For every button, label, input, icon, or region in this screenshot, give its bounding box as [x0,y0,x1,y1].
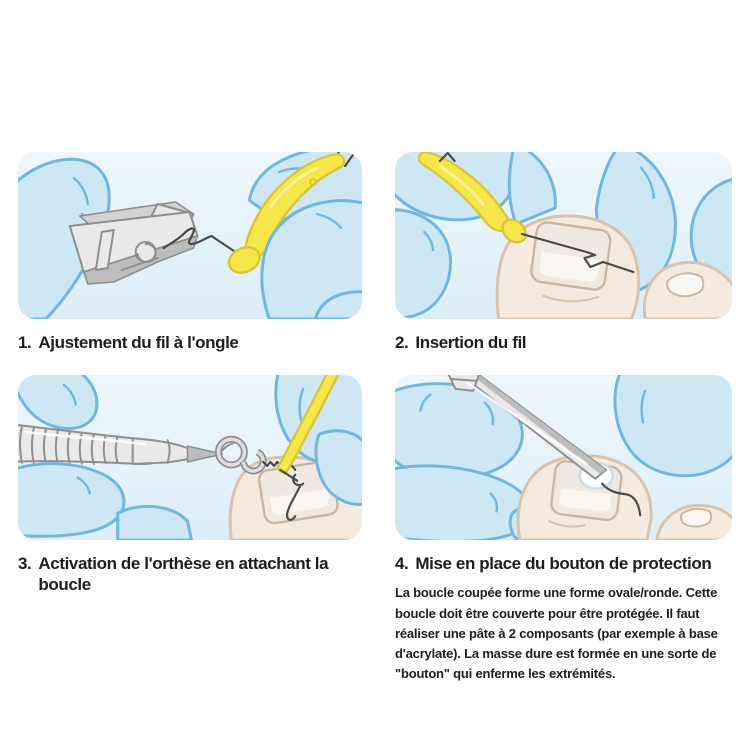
step-3-illustration [18,375,362,540]
step-2-number: 2. [395,333,409,352]
step-3-illustration-panel [18,375,362,540]
twisting-tool [18,424,222,464]
step-4-caption [395,553,732,574]
step-1-illustration-panel [18,152,362,319]
step-4-description: La boucle coupée forme une forme ovale/ronde. Cette boucle doit être couverte pour être protégée. Il faut réaliser une pâte à 2 composants (par exemple à base d'acrylate). La masse dure est formée en une sorte de "bouton" qui enferme les extrémités. [395,585,718,682]
step-4-illustration-panel [395,375,732,540]
step-2-caption [395,332,732,375]
step-1-number: 1. [18,333,32,352]
step-4-label: Mise en place du bouton de protection [415,554,712,573]
toenail [530,221,612,291]
glove-middle-finger [509,152,555,224]
step-3-caption [18,553,362,685]
step-1-caption [18,332,362,375]
second-toe [657,505,732,540]
glove-top-left-finger [18,375,97,429]
step-2-illustration-panel [395,152,732,319]
step-1-illustration [18,152,362,319]
step-3-number: 3. [18,554,32,573]
step-2-label: Insertion du fil [415,333,527,352]
nail-clipper [70,202,198,284]
step-3-label: Activation de l'orthèse en attachant la boucle [38,554,329,595]
step-2-illustration [395,152,732,319]
steps-grid [18,152,732,685]
glove-bottom-left [18,464,191,540]
step-4-illustration [395,375,732,540]
step-4-text-block [395,540,732,685]
step-4-number: 4. [395,554,409,573]
glove-lower-left [395,210,450,318]
step-1-label: Ajustement du fil à l'ongle [38,333,239,352]
glove-top-right [615,375,732,476]
